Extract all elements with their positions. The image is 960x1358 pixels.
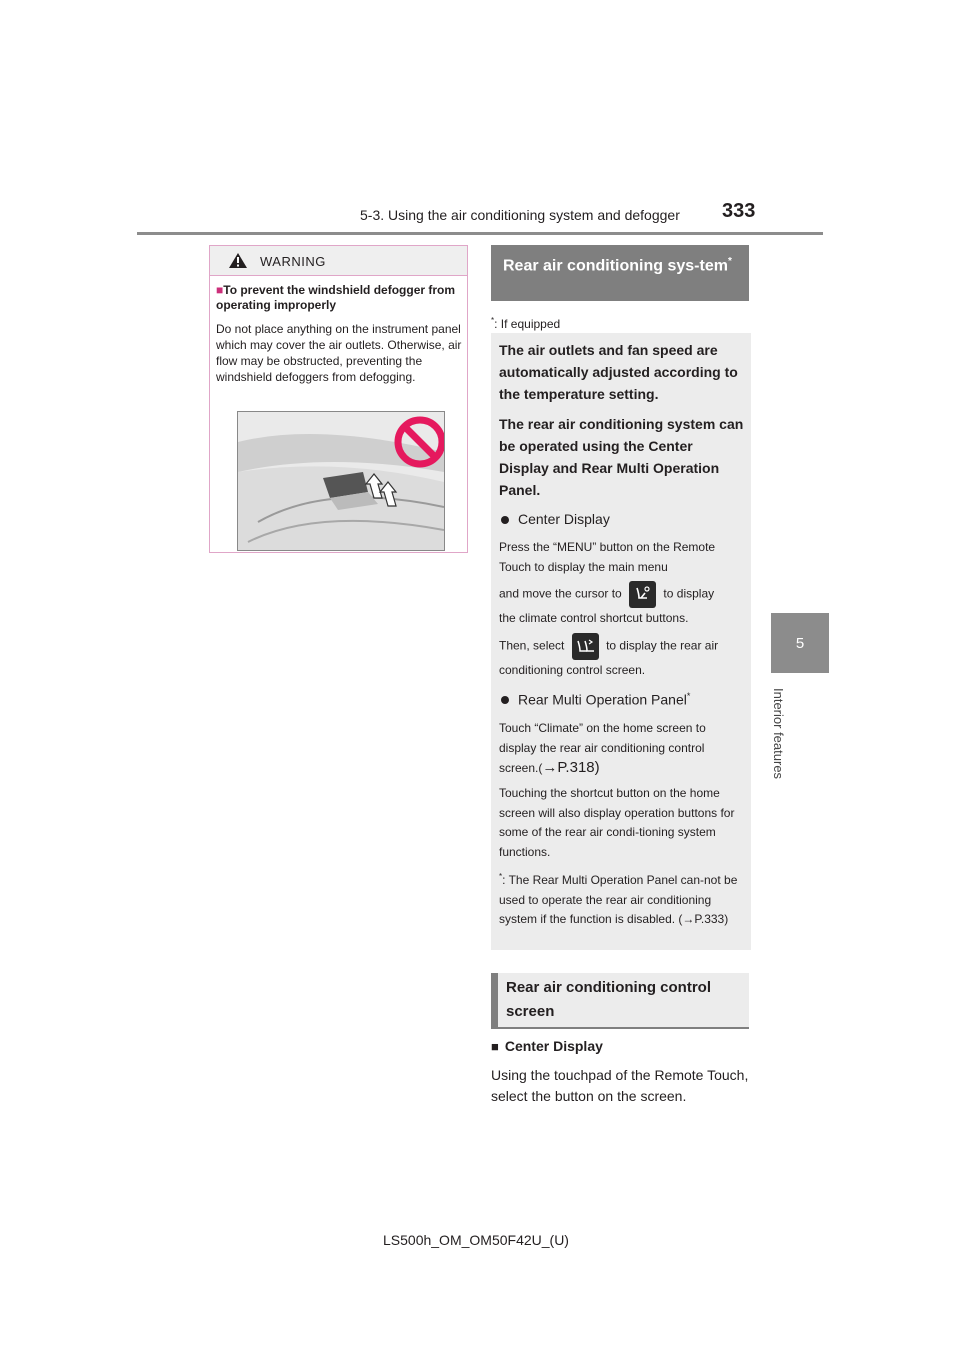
warning-subhead-text: To prevent the windshield defogger from operating improperly	[216, 283, 456, 312]
warning-box	[209, 245, 468, 553]
asterisk: *	[499, 872, 503, 881]
center-display-line3: the climate control shortcut buttons.	[499, 611, 689, 625]
page-number: 333	[722, 200, 756, 222]
chapter-label-text: Interior features	[771, 688, 786, 780]
lead-paragraph-2: The rear air conditioning system can be operated using the Center Display and Rear Multi Operation Panel.	[499, 416, 744, 498]
line4a: Then, select	[499, 638, 565, 653]
chapter-label	[770, 688, 790, 808]
climate-seat-icon	[629, 581, 656, 608]
rear-ac-heading-text: Rear air conditioning sys-tem	[503, 257, 728, 275]
warning-subhead	[216, 283, 461, 313]
asterisk: *	[727, 256, 732, 267]
asterisk: *	[686, 691, 691, 701]
rear-panel-text2: Touching the shortcut button on the home screen will also display operation buttons for some of the rear air condi-tioning system functions.	[499, 786, 735, 859]
square-marker: ■	[216, 283, 224, 297]
bullet-rear-panel	[499, 691, 744, 708]
center-display-subhead	[491, 1038, 603, 1054]
rear-climate-icon	[572, 633, 599, 660]
bullet-dot	[501, 516, 509, 524]
bullet-rear-panel-text: Rear Multi Operation Panel	[518, 691, 687, 708]
center-display-subhead-text: Center Display	[504, 1038, 603, 1054]
equipped-note-text: : If equipped	[494, 317, 561, 331]
line2a: and move the cursor to	[499, 586, 622, 601]
center-display-line1: Press the “MENU” button on the Remote Touch to display the main menu	[499, 540, 716, 574]
bullet-dot	[501, 696, 509, 704]
line4b: to display the rear air	[606, 638, 719, 653]
rear-ac-heading	[491, 245, 749, 301]
warning-body: Do not place anything on the instrument panel which may cover the air outlets. Otherwise, air flow may be obstructed, preventing the windshield defoggers from defogging.	[216, 322, 462, 384]
warning-label: WARNING	[260, 254, 326, 269]
center-display-body: Using the touchpad of the Remote Touch, select the button on the screen.	[491, 1067, 749, 1104]
lead-paragraph-1: The air outlets and fan speed are automatically adjusted according to the temperature setting.	[499, 342, 738, 402]
dashboard-drawing	[238, 412, 444, 550]
rear-panel-text1-body: Touch “Climate” on the home screen to display the rear air conditioning control screen.(	[499, 721, 706, 775]
chapter-tab: 5	[771, 613, 829, 673]
section-title: 5-3. Using the air conditioning system and defogger	[360, 207, 680, 223]
document-code: LS500h_OM_OM50F42U_(U)	[383, 1232, 569, 1248]
asterisk: *	[491, 316, 495, 325]
rear-panel-note-text: : The Rear Multi Operation Panel can-not be used to operate the rear air conditioning system if the function is disabled. (→P.333)	[499, 873, 738, 926]
rear-panel-note	[499, 867, 744, 930]
square-marker: ■	[491, 1039, 499, 1054]
equipped-note	[491, 316, 560, 331]
center-display-line2	[499, 581, 744, 608]
dashboard-illustration	[237, 411, 445, 551]
center-display-line4	[499, 633, 744, 660]
control-screen-heading: Rear air conditioning control screen	[491, 973, 749, 1029]
warning-header	[210, 246, 467, 276]
line2b: to display	[663, 586, 715, 601]
rear-panel-text1	[499, 719, 744, 779]
center-display-line5: conditioning control screen.	[499, 663, 646, 677]
page-reference: →P.318)	[542, 759, 600, 776]
bullet-center-display	[499, 511, 744, 527]
bullet-center-display-text: Center Display	[518, 511, 610, 527]
warning-triangle-icon	[228, 252, 248, 269]
header-rule	[137, 232, 823, 235]
